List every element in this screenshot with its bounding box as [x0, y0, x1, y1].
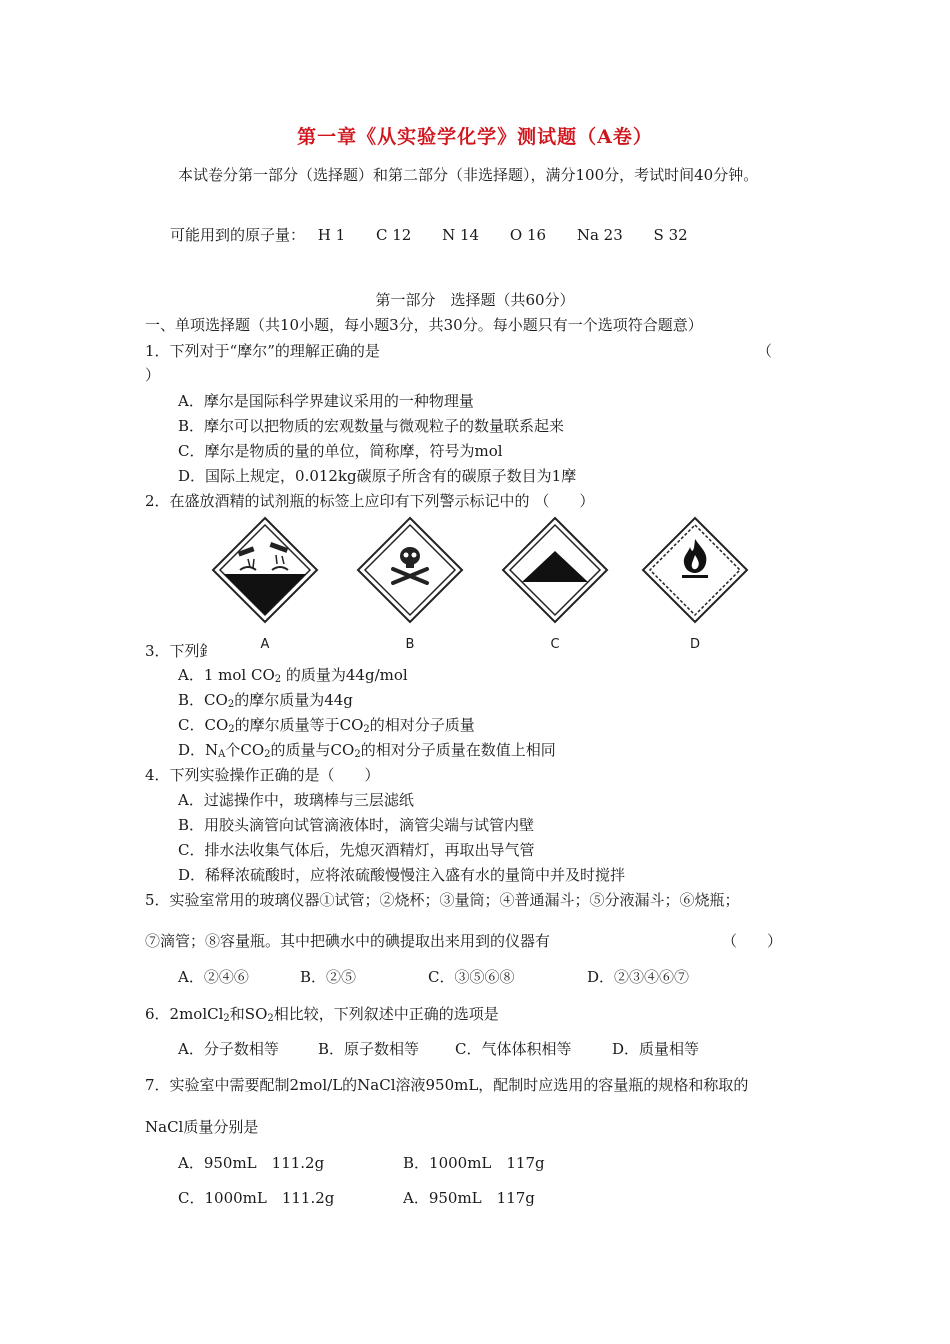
q5-option-c: C．③⑤⑥⑧	[428, 968, 515, 986]
q1-option-c: C．摩尔是物质的量的单位，简称摩，符号为mol	[178, 442, 503, 460]
q7-option-d: A．950mL 117g	[403, 1189, 535, 1207]
q3-option-d: D．$N_A$个$CO_2$的质量与$CO_2$的相对分子质量在数值上相同	[178, 741, 556, 760]
q1-option-d: D．国际上规定，0.012kg碳原子所含有的碳原子数目为1摩	[178, 467, 577, 485]
q1-stem: 1．下列对于“摩尔”的理解正确的是	[145, 342, 380, 360]
flammable-sign	[640, 515, 750, 652]
section1-title: 一、单项选择题（共10小题，每小题3分，共30分。每小题只有一个选项符合题意）	[145, 316, 703, 334]
q4-option-b: B．用胶头滴管向试管滴液体时，滴管尖端与试管内壁	[178, 816, 535, 834]
atomic-masses	[170, 224, 714, 245]
q5-option-d: D．②③④⑥⑦	[587, 968, 690, 986]
q7-stem-line1: 7．实验室中需要配制2mol/L的NaCl溶液950mL，配制时应选用的容量瓶的规格和称取的	[145, 1076, 749, 1094]
q6-stem: 6．2molCl$_2$和$SO_2$相比较，下列叙述中正确的选项是	[145, 1005, 499, 1024]
q4-option-a: A．过滤操作中，玻璃棒与三层滤纸	[178, 791, 414, 809]
sign-label-c: C	[550, 637, 560, 652]
q2-stem: 2．在盛放酒精的试剂瓶的标签上应印有下列警示标记中的 （ ）	[145, 492, 595, 510]
atomic-mass-item: Na 23	[576, 226, 623, 244]
q3-option-a: A．1 mol $CO_2$ 的质量为44g/mol	[178, 666, 408, 685]
q7-option-c: C．1000mL 111.2g	[178, 1189, 335, 1207]
q5-stem-line2: ⑦滴管；⑧容量瓶。其中把碘水中的碘提取出来用到的仪器有	[145, 932, 551, 950]
q7-option-b: B．1000mL 117g	[403, 1154, 545, 1172]
q5-option-a: A．②④⑥	[178, 968, 249, 986]
atomic-mass-item: O 16	[509, 226, 547, 244]
part1-title: 第一部分 选择题（共60分）	[375, 291, 575, 309]
q3-option-b: B．$CO_2$的摩尔质量为44g	[178, 691, 353, 710]
atomic-masses-label: 可能用到的原子量：	[170, 226, 306, 244]
q5-stem-line1: 5．实验室常用的玻璃仪器①试管；②烧杯；③量筒；④普通漏斗；⑤分液漏斗；⑥烧瓶；	[145, 891, 740, 909]
q3-option-c: C．$CO_2$的摩尔质量等于$CO_2$的相对分子质量	[178, 716, 475, 735]
q1-paren-close: ）	[145, 366, 161, 384]
q6-option-c: C．气体体积相等	[455, 1040, 572, 1058]
explosive-sign	[500, 515, 610, 652]
q5-option-b: B．②⑤	[300, 968, 357, 986]
q1-paren-open: （	[757, 342, 773, 360]
q6-option-b: B．原子数相等	[318, 1040, 420, 1058]
hazard-signs	[205, 515, 765, 660]
atomic-mass-item: C 12	[375, 226, 412, 244]
atomic-mass-item: H 1	[317, 226, 346, 244]
sign-label-a: A	[260, 637, 270, 652]
exam-intro: 本试卷分第一部分（选择题）和第二部分（非选择题），满分100分，考试时间40分钟。	[178, 166, 759, 184]
q6-option-a: A．分子数相等	[178, 1040, 279, 1058]
toxic-sign	[355, 515, 465, 652]
q3-stem: 3．下列釒	[145, 642, 215, 660]
atomic-mass-item: N 14	[442, 226, 480, 244]
atomic-mass-item: S 32	[653, 226, 688, 244]
sign-label-b: B	[405, 637, 415, 652]
sign-label-d: D	[689, 637, 700, 652]
q5-paren: （ ）	[722, 932, 783, 950]
q4-stem: 4．下列实验操作正确的是（ ）	[145, 766, 380, 784]
page-title: 第一章《从实验学化学》测试题（A卷）	[297, 126, 653, 148]
corrosive-sign	[210, 515, 320, 652]
q1-option-b: B．摩尔可以把物质的宏观数量与微观粒子的数量联系起来	[178, 417, 565, 435]
q4-option-d: D．稀释浓硫酸时，应将浓硫酸慢慢注入盛有水的量筒中并及时搅拌	[178, 866, 626, 884]
q4-option-c: C．排水法收集气体后，先熄灭酒精灯，再取出导气管	[178, 841, 535, 859]
q1-option-a: A．摩尔是国际科学界建议采用的一种物理量	[178, 392, 474, 410]
q6-option-d: D．质量相等	[612, 1040, 700, 1058]
q7-stem-line2: NaCl质量分别是	[145, 1118, 259, 1136]
q7-option-a: A．950mL 111.2g	[178, 1154, 325, 1172]
